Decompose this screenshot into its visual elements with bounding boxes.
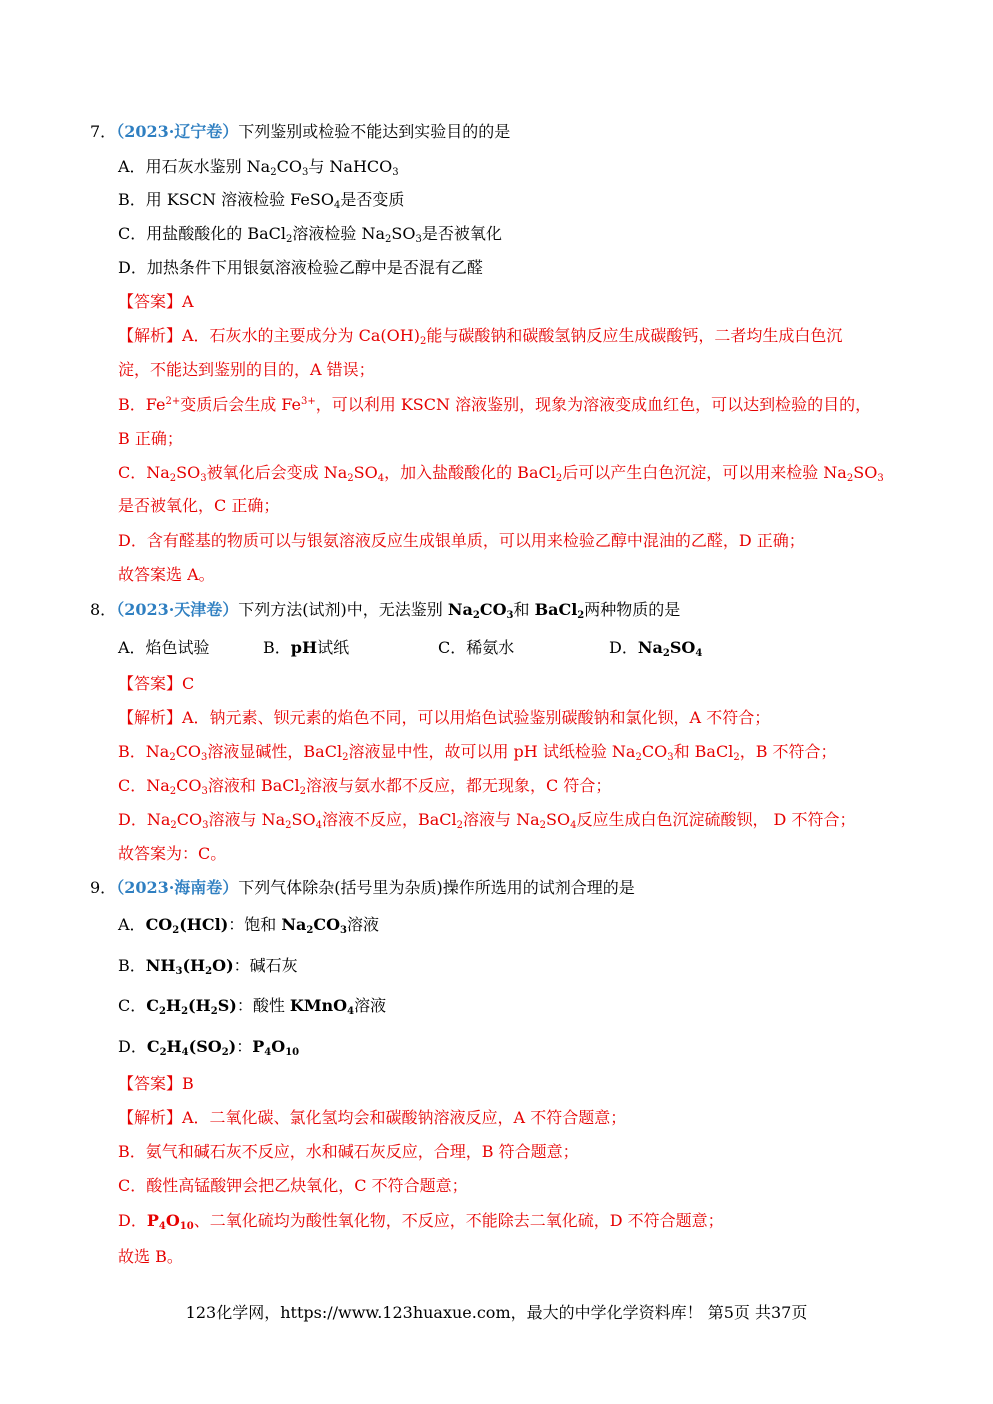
q9-explanation-d: D．$P_4O_{10}$、二氧化硫均为酸性氧化物，不反应，不能除去二氧化硫，D 不符合题意；: [118, 1211, 724, 1232]
q9-explanation-c: C．酸性高锰酸钾会把乙炔氧化，C 不符合题意；: [118, 1176, 468, 1195]
q7-stem: 7．（2023·辽宁卷）下列鉴别或检验不能达到实验目的的是: [90, 122, 511, 141]
page-footer: 123化学网，https://www.123huaxue.com，最大的中学化学资料库！ 第5页 共37页: [185, 1303, 808, 1322]
q9-option-a: A．$CO_2(HCl)$：饱和 $Na_2CO_3$溶液: [118, 915, 379, 936]
q8-explanation-d: D．$Na_2CO_3$溶液与 $Na_2SO_4$溶液不反应，BaCl$_2$溶液与 $Na_2SO_4$反应生成白色沉淀硫酸钡， D 不符合；: [118, 810, 856, 831]
q9-conclusion: 故选 B。: [118, 1247, 183, 1266]
q7-explanation-d: D．含有醛基的物质可以与银氨溶液反应生成银单质，可以用来检验乙醇中混油的乙醛，D 正确；: [118, 531, 805, 550]
q7-source: （2023·辽宁卷）: [116, 122, 239, 141]
q8-option-b: B．pH试纸: [263, 638, 350, 657]
q7-explanation-b-line1: B．$Fe^{2+}$变质后会生成 $Fe^{3+}$，可以利用 KSCN 溶液鉴别，现象为溶液变成血红色，可以达到检验的目的，: [118, 395, 872, 414]
q7-answer: 【答案】A: [118, 292, 194, 311]
q9-option-c: C．$C_2H_2(H_2S)$：酸性 KMnO$_4$溶液: [118, 996, 387, 1017]
q7-explanation-a-line2: 淀，不能达到鉴别的目的，A 错误；: [118, 360, 375, 379]
q9-explanation-a: 【解析】A．二氧化碳、氯化氢均会和碳酸钠溶液反应，A 不符合题意；: [118, 1108, 627, 1127]
q8-explanation-a: 【解析】A．钠元素、钡元素的焰色不同，可以用焰色试验鉴别碳酸钠和氯化钡，A 不符合；: [118, 708, 771, 727]
q7-explanation-c-line2: 是否被氧化，C 正确；: [118, 496, 280, 515]
q8-option-c: C．稀氨水: [438, 638, 515, 657]
q7-explanation-c-line1: C．$Na_2SO_3$被氧化后会变成 $Na_2SO_4$，加入盐酸酸化的 BaCl$_2$后可以产生白色沉淀，可以用来检验 $Na_2SO_3$: [118, 463, 884, 484]
q7-option-a: A．用石灰水鉴别 $Na_2CO_3$与 NaHCO$_3$: [118, 157, 399, 178]
q9-option-d: D．$C_2H_4(SO_2)$：$P_4O_{10}$: [118, 1037, 300, 1058]
q9-source: （2023·海南卷）: [116, 878, 239, 897]
q7-option-b: B．用 KSCN 溶液检验 FeSO$_4$是否变质: [118, 190, 405, 211]
q9-answer: 【答案】B: [118, 1074, 194, 1093]
q8-source: （2023·天津卷）: [116, 600, 239, 619]
q8-option-a: A．焰色试验: [118, 638, 210, 657]
q8-conclusion: 故答案为：C。: [118, 844, 227, 863]
q7-conclusion: 故答案选 A。: [118, 565, 215, 584]
q8-answer: 【答案】C: [118, 674, 195, 693]
q7-explanation-a-line1: 【解析】A．石灰水的主要成分为 $Ca(OH)_2$能与碳酸钠和碳酸氢钠反应生成碳酸钙，二者均生成白色沉: [118, 326, 843, 347]
q7-option-d: D．加热条件下用银氨溶液检验乙醇中是否混有乙醛: [118, 258, 483, 277]
q7-option-c: C．用盐酸酸化的 BaCl$_2$溶液检验 $Na_2SO_3$是否被氧化: [118, 224, 502, 245]
q8-stem: 8．（2023·天津卷）下列方法(试剂)中，无法鉴别 $Na_2CO_3$和 BaCl$_2$两种物质的是: [90, 600, 681, 621]
q9-option-b: B．$NH_3(H_2O)$：碱石灰: [118, 956, 298, 977]
q9-explanation-b: B．氨气和碱石灰不反应，水和碱石灰反应，合理，B 符合题意；: [118, 1142, 579, 1161]
q7-explanation-b-line2: B 正确；: [118, 429, 183, 448]
q8-explanation-b: B．$Na_2CO_3$溶液显碱性，BaCl$_2$溶液显中性，故可以用 pH 试纸检验 $Na_2CO_3$和 BaCl$_2$，B 不符合；: [118, 742, 837, 763]
q9-stem: 9．（2023·海南卷）下列气体除杂(括号里为杂质)操作所选用的试剂合理的是: [90, 878, 635, 897]
q8-explanation-c: C．$Na_2CO_3$溶液和 BaCl$_2$溶液与氨水都不反应，都无现象，C 符合；: [118, 776, 612, 797]
q8-option-d: D．$Na_2SO_4$: [609, 638, 703, 659]
